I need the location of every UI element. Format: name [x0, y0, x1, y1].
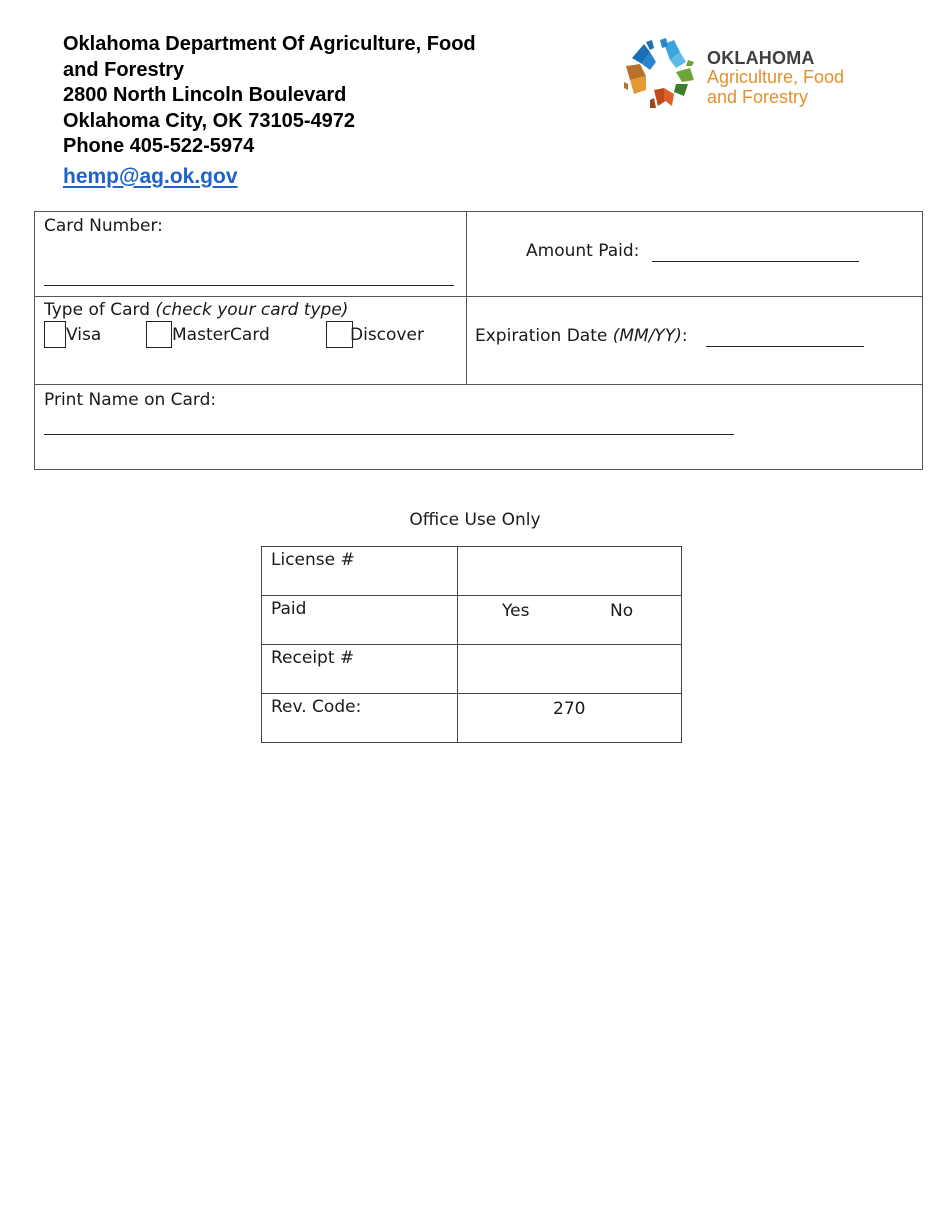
rev-code-value [458, 694, 682, 743]
mastercard-label: MasterCard [172, 325, 270, 345]
mastercard-checkbox[interactable] [146, 321, 172, 348]
table-row [262, 596, 682, 645]
receipt-number-label: Receipt # [262, 645, 458, 694]
card-type-hint: (check your card type) [155, 300, 349, 320]
paid-yes-option: Yes [502, 601, 530, 621]
print-name-cell [35, 385, 923, 470]
city-state-zip: Oklahoma City, OK 73105-4972 [63, 109, 355, 132]
oklahoma-star-logo-icon [624, 38, 696, 110]
discover-label: Discover [350, 325, 424, 345]
print-name-label: Print Name on Card: [44, 390, 217, 410]
email-link[interactable]: hemp@ag.ok.gov [63, 164, 238, 188]
table-row [262, 547, 682, 596]
rev-code-label: Rev. Code: [262, 694, 458, 743]
table-row [262, 645, 682, 694]
expiration-date-field[interactable] [706, 345, 864, 347]
visa-checkbox[interactable] [44, 321, 66, 348]
agency-name-line-2: and Forestry [63, 58, 185, 81]
rev-code-number: 270 [553, 699, 586, 719]
license-number-value [458, 547, 682, 596]
agency-name-line-1: Oklahoma Department Of Agriculture, Food [63, 33, 476, 55]
expiration-format-hint: (MM/YY) [612, 326, 682, 346]
card-type-option-mastercard[interactable] [146, 321, 270, 348]
logo-state-name: OKLAHOMA [707, 48, 815, 68]
amount-paid-label: Amount Paid: [526, 241, 640, 261]
amount-paid-cell [467, 212, 923, 297]
office-use-table [261, 546, 682, 743]
office-use-title: Office Use Only [409, 510, 541, 530]
paid-label: Paid [262, 596, 458, 645]
agency-address-block [63, 32, 583, 189]
receipt-number-value [458, 645, 682, 694]
card-type-option-discover[interactable] [326, 321, 424, 348]
card-type-option-visa[interactable] [44, 321, 101, 348]
table-row [262, 694, 682, 743]
street-address: 2800 North Lincoln Boulevard [63, 84, 347, 106]
card-number-label: Card Number: [44, 216, 163, 236]
expiration-date-label: Expiration Date (MM/YY): [475, 326, 688, 346]
logo-line-1: Agriculture, Food [707, 67, 845, 87]
logo-line-2: and Forestry [707, 86, 809, 107]
print-name-field[interactable] [44, 433, 734, 435]
license-number-label: License # [262, 547, 458, 596]
odafe-logo [624, 38, 894, 110]
card-number-cell [35, 212, 467, 297]
card-number-field[interactable] [44, 284, 454, 286]
discover-checkbox[interactable] [326, 321, 353, 348]
phone-number: Phone 405-522-5974 [63, 135, 255, 157]
card-type-label: Type of Card (check your card type) [44, 300, 349, 320]
card-type-cell [35, 297, 467, 385]
paid-no-option: No [610, 601, 634, 621]
payment-form-table [34, 211, 923, 470]
expiration-date-cell [467, 297, 923, 385]
paid-value [458, 596, 682, 645]
visa-label: Visa [66, 325, 102, 345]
amount-paid-field[interactable] [652, 260, 859, 262]
